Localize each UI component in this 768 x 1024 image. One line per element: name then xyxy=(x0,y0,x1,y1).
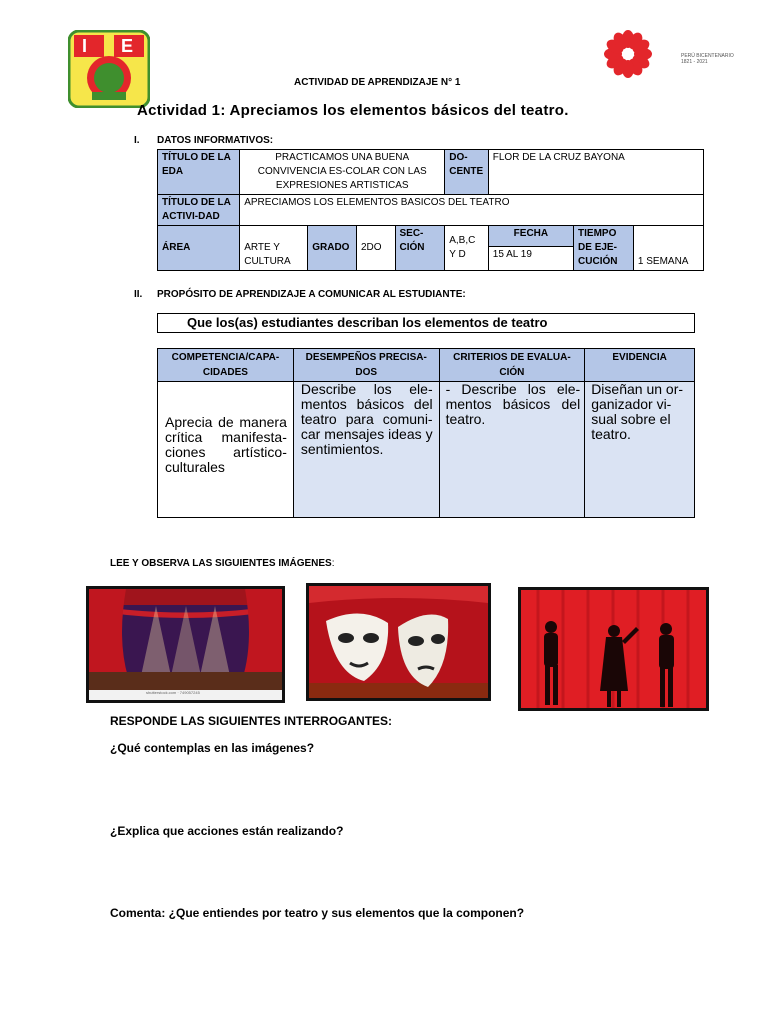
theatre-masks-image xyxy=(306,583,491,701)
images-label xyxy=(110,558,335,569)
theatre-stage-image xyxy=(86,586,285,703)
seccion-label: SEC-CIÓN xyxy=(395,226,445,271)
seccion-value: A,B,C Y D xyxy=(445,226,489,271)
bicentenario-title: PERÚ BICENTENARIO xyxy=(681,53,734,59)
desempeno-cell: Describe los ele-mentos básicos del teatro para comuni-car mensajes ideas y sentimientos. xyxy=(293,382,439,518)
purpose-text: Que los(as) estudiantes describan los elementos de teatro xyxy=(187,315,548,330)
info-table xyxy=(157,149,704,271)
competencia-cell: Aprecia de manera crítica manifesta-ciones artístico-culturales xyxy=(158,382,294,518)
question-1: ¿Qué contemplas en las imágenes? xyxy=(110,741,315,755)
fecha-value: 15 AL 19 xyxy=(492,249,532,260)
school-logo xyxy=(68,30,150,108)
criterio-cell: - Describe los ele-mentos básicos del teatro. xyxy=(439,382,585,518)
section2-heading: PROPÓSITO DE APRENDIZAJE A COMUNICAR AL ESTUDIANTE: xyxy=(157,289,466,300)
evidencia-cell: Diseñan un or-ganizador vi-sual sobre el teatro. xyxy=(585,382,695,518)
section1-heading: DATOS INFORMATIVOS: xyxy=(157,135,274,146)
bicentenario-logo xyxy=(585,30,675,80)
titulo-eda-value: PRACTICAMOS UNA BUENA CONVIVENCIA ES-COLAR CON LAS EXPRESIONES ARTISTICAS xyxy=(240,150,445,195)
bicentenario-years: 1821 - 2021 xyxy=(681,59,708,65)
header-evidencia: EVIDENCIA xyxy=(585,349,695,382)
logo-letter-i: I xyxy=(82,36,88,56)
fecha-cell xyxy=(488,226,573,271)
tiempo-label: TIEMPO DE EJE-CUCIÓN xyxy=(574,226,634,271)
header-criterios: CRITERIOS DE EVALUA-CIÓN xyxy=(439,349,585,382)
images-label-text: LEE Y OBSERVA LAS SIGUIENTES IMÁGENES xyxy=(110,558,332,569)
images-label-colon: : xyxy=(331,558,335,569)
bicentenario-text xyxy=(681,53,734,65)
activity-label: ACTIVIDAD DE APRENDIZAJE N° 1 xyxy=(294,77,461,88)
question-3: Comenta: ¿Que entiendes por teatro y sus elementos que la componen? xyxy=(110,906,525,920)
purpose-box xyxy=(157,313,695,333)
titulo-eda-label: TÍTULO DE LA EDA xyxy=(158,150,240,195)
theatre-silhouettes-image xyxy=(518,587,709,711)
section2-number: II. xyxy=(134,289,143,300)
fecha-label: FECHA xyxy=(489,226,573,247)
docente-label: DO-CENTE xyxy=(445,150,489,195)
activity-title: Actividad 1: Apreciamos los elementos básicos del teatro. xyxy=(137,102,569,119)
tiempo-value: 1 SEMANA xyxy=(633,226,703,271)
header-competencia: COMPETENCIA/CAPA-CIDADES xyxy=(158,349,294,382)
area-value: ARTE Y CULTURA xyxy=(240,226,308,271)
area-label: ÁREA xyxy=(158,226,240,271)
docente-value: FLOR DE LA CRUZ BAYONA xyxy=(488,150,703,195)
section1-number: I. xyxy=(134,135,140,146)
stage-image-caption: shutterstock.com · 749057245 xyxy=(146,690,200,695)
header-desempenos: DESEMPEÑOS PRECISA-DOS xyxy=(293,349,439,382)
competency-table xyxy=(157,348,695,518)
titulo-actividad-label: TÍTULO DE LA ACTIVI-DAD xyxy=(158,195,240,226)
grado-value: 2DO xyxy=(356,226,395,271)
titulo-actividad-value: APRECIAMOS LOS ELEMENTOS BASICOS DEL TEATRO xyxy=(240,195,704,226)
questions-heading: RESPONDE LAS SIGUIENTES INTERROGANTES: xyxy=(110,714,393,728)
question-2: ¿Explica que acciones están realizando? xyxy=(110,824,344,838)
logo-letter-e: E xyxy=(121,36,134,56)
grado-label: GRADO xyxy=(308,226,357,271)
